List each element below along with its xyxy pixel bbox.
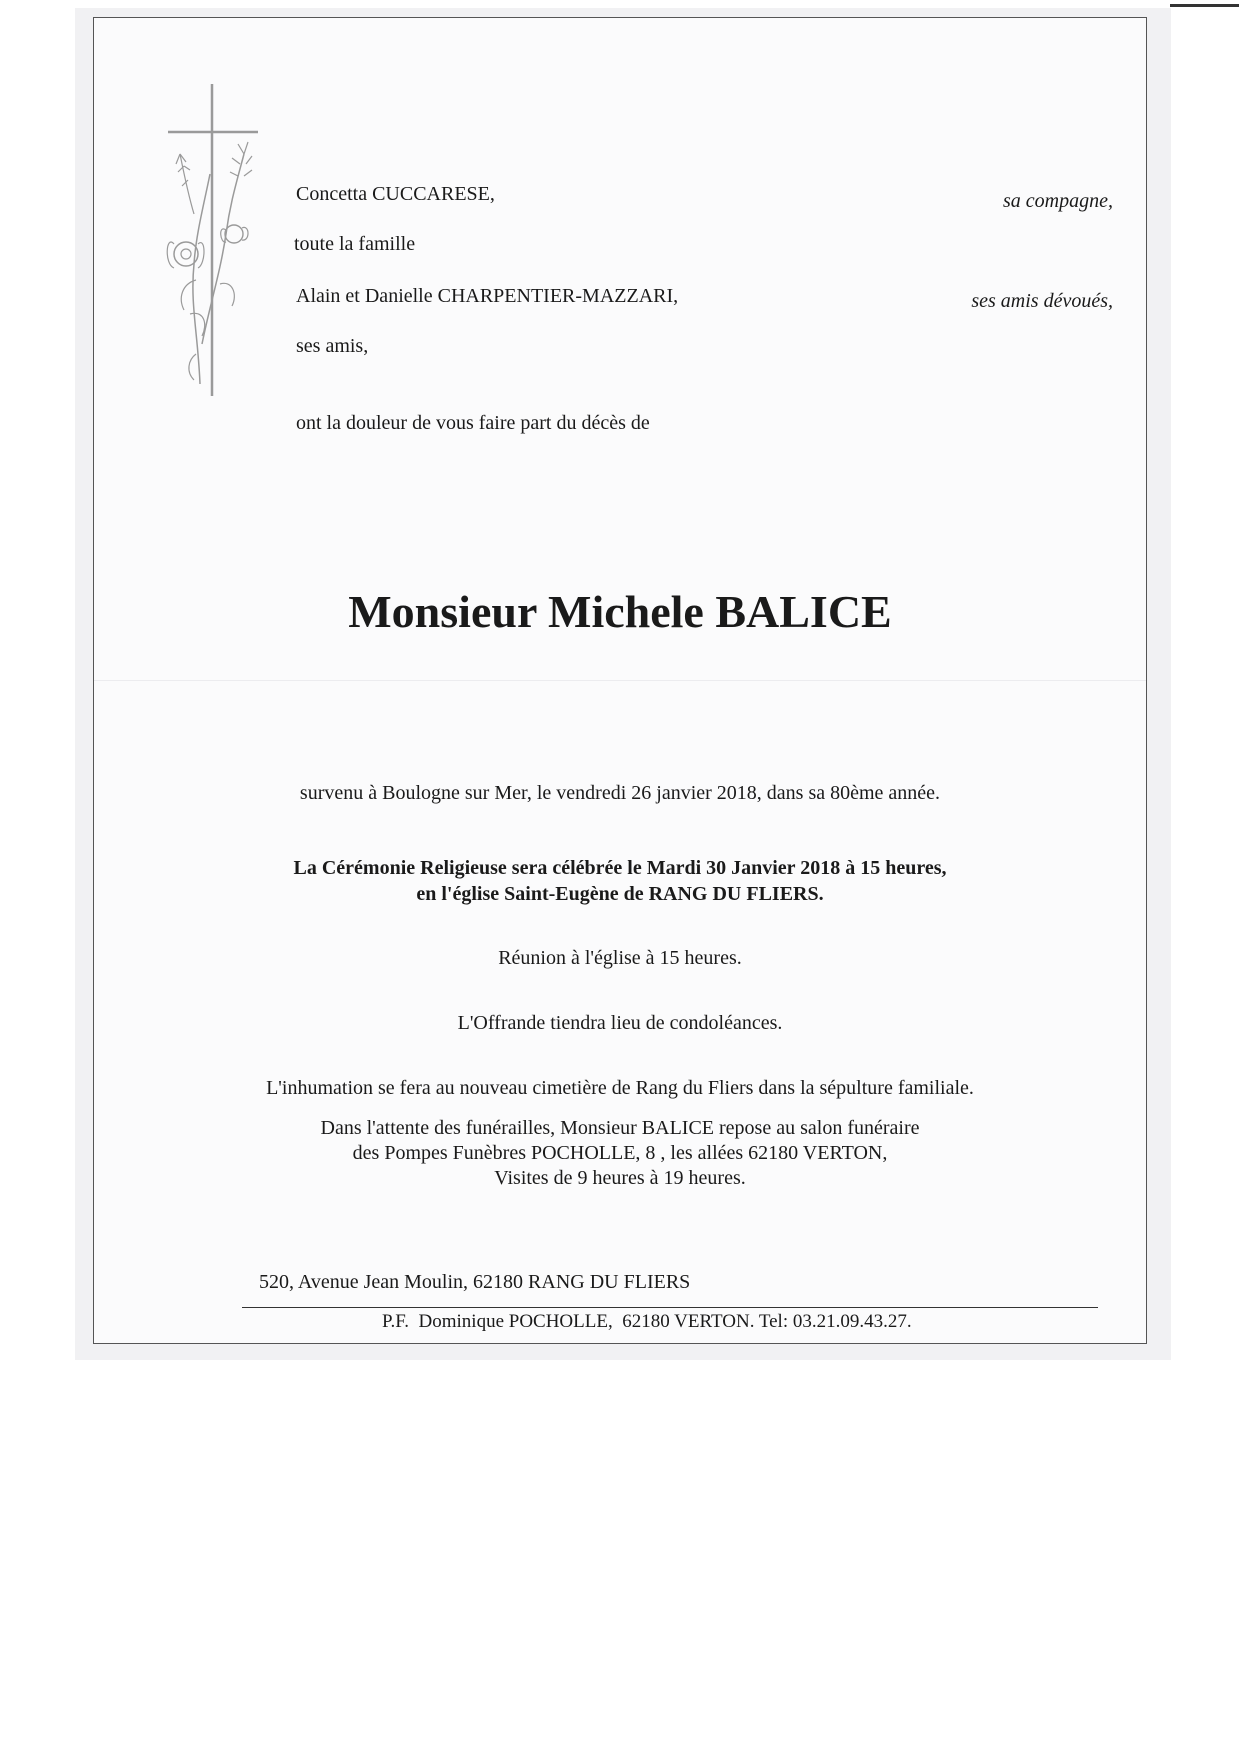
- rest-line-2: des Pompes Funèbres POCHOLLE, 8 , les allées 62180 VERTON,: [352, 1142, 888, 1164]
- announcement-text: ont la douleur de vous faire part du décès de: [296, 412, 650, 434]
- mourner-family: toute la famille: [294, 233, 416, 255]
- role-companion: sa compagne,: [1003, 190, 1113, 212]
- ceremony-line-1: La Cérémonie Religieuse sera célébrée le Mardi 30 Janvier 2018 à 15 heures,: [293, 857, 947, 879]
- ceremony-line-2: en l'église Saint-Eugène de RANG DU FLIERS.: [416, 883, 824, 905]
- death-details: survenu à Boulogne sur Mer, le vendredi 26 janvier 2018, dans sa 80ème année.: [299, 782, 941, 804]
- burial-info: L'inhumation se fera au nouveau cimetière de Rang du Fliers dans la sépulture familiale.: [266, 1077, 974, 1099]
- offering-info: L'Offrande tiendra lieu de condoléances.: [457, 1012, 783, 1034]
- family-address: 520, Avenue Jean Moulin, 62180 RANG DU FLIERS: [259, 1271, 691, 1293]
- role-devoted-friends: ses amis dévoués,: [971, 290, 1113, 312]
- mourner-alain-danielle: Alain et Danielle CHARPENTIER-MAZZARI,: [296, 285, 679, 307]
- cross-with-flowers-icon: [160, 84, 280, 400]
- visiting-hours: Visites de 9 heures à 19 heures.: [494, 1167, 746, 1189]
- funeral-home-info: P.F. Dominique POCHOLLE, 62180 VERTON. Tel: 03.21.09.43.27.: [382, 1311, 912, 1332]
- scan-edge-mark: [1170, 4, 1239, 7]
- footer-divider: [242, 1307, 1098, 1308]
- fold-line: [94, 680, 1146, 681]
- deceased-name: Monsieur Michele BALICE: [348, 586, 892, 637]
- mourner-friends: ses amis,: [296, 335, 369, 357]
- meeting-info: Réunion à l'église à 15 heures.: [498, 947, 742, 969]
- rest-line-1: Dans l'attente des funérailles, Monsieur BALICE repose au salon funéraire: [320, 1117, 920, 1139]
- mourner-concetta: Concetta CUCCARESE,: [296, 183, 495, 205]
